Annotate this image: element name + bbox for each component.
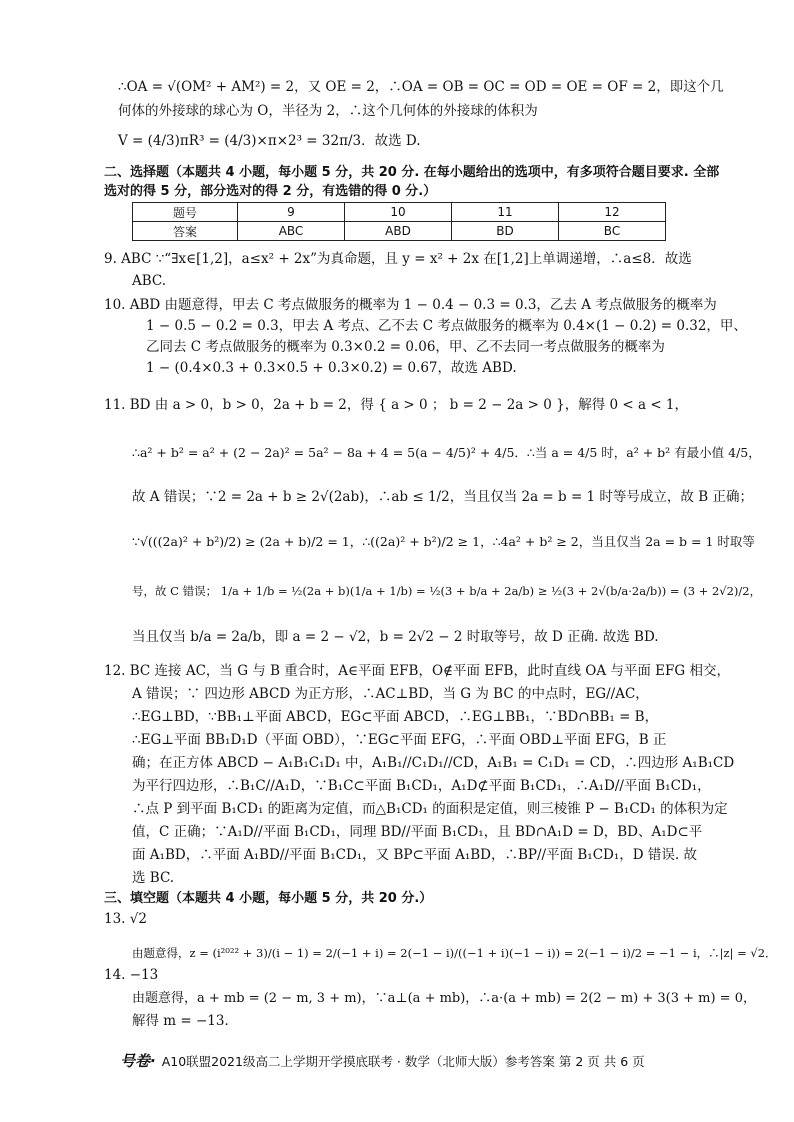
text-line: 11. BD 由 a > 0，b > 0，2a + b = 2，得 { a > 0 ； b = 2 − 2a > 0 }，解得 0 < a < 1， <box>104 397 689 413</box>
text-line: 面 A₁BD，∴平面 A₁BD//平面 B₁CD₁，又 BP⊂平面 A₁BD，∴BP//平面 B₁CD₁，D 错误. 故 <box>132 847 697 863</box>
table-cell: 题号 <box>133 203 238 222</box>
text-line: 故 A 错误；∵2 = 2a + b ≥ 2√(2ab)，∴ab ≤ 1/2，当且仅当 2a = b = 1 时等号成立，故 B 正确； <box>132 489 753 505</box>
text-line: ∴EG⊥BD，∵BB₁⊥平面 ABCD，EG⊂平面 ABCD，∴EG⊥BB₁，∵BD∩BB₁ = B， <box>132 709 659 725</box>
text-line: ∴EG⊥平面 BB₁D₁D（平面 OBD），∵EG⊂平面 EFG，∴平面 OBD⊥平面 EFG，B 正 <box>132 732 667 748</box>
text-line: 乙同去 C 考点做服务的概率为 0.3×0.2 = 0.06，甲、乙不去同一考点做服务的概率为 <box>146 339 665 355</box>
section-heading: 二、选择题（本题共 4 小题，每小题 5 分，共 20 分. 在每小题给出的选项中，有多项符合题目要求. 全部 <box>104 165 720 180</box>
text-line: 由题意得，z = (i²⁰²² + 3)/(i − 1) = 2/(−1 + i) = 2(−1 − i)/((−1 + i)(−1 − i)) = 2(−1 − i)/2 = −1 − i，∴|z| = √2． <box>132 946 777 960</box>
table-row <box>133 203 666 222</box>
text-line: 13. √2 <box>104 911 147 927</box>
publisher-logo: 号卷· <box>120 1052 156 1070</box>
text-line: 10. ABD 由题意得，甲去 C 考点做服务的概率为 1 − 0.4 − 0.3 = 0.3，乙去 A 考点做服务的概率为 <box>104 297 717 313</box>
text-line: 1 − (0.4×0.3 + 0.3×0.5 + 0.3×0.2) = 0.67，故选 ABD. <box>146 360 517 376</box>
table-cell: BC <box>559 222 666 241</box>
text-line: 由题意得，a + mb = (2 − m, 3 + m)，∵a⊥(a + mb)，∴a·(a + mb) = 2(2 − m) + 3(3 + m) = 0， <box>132 991 756 1006</box>
text-line: ∵√(((2a)² + b²)/2) ≥ (2a + b)/2 = 1，∴((2a)² + b²)/2 ≥ 1，∴4a² + b² ≥ 2，当且仅当 2a = b = 1 时取等 <box>132 534 755 549</box>
text-line: ∴a² + b² = a² + (2 − 2a)² = 5a² − 8a + 4 = 5(a − 4/5)² + 4/5．∴当 a = 4/5 时，a² + b² 有最小值 4/5， <box>132 445 761 460</box>
text-line: 当且仅当 b/a = 2a/b，即 a = 2 − √2，b = 2√2 − 2 时取等号，故 D 正确. 故选 BD. <box>132 629 659 645</box>
table-cell: 10 <box>345 203 452 222</box>
text-line: 9. ABC ∵“∃x∈[1,2]，a≤x² + 2x”为真命题，且 y = x² + 2x 在[1,2]上单调递增，∴a≤8．故选 <box>104 251 692 267</box>
page-footer <box>120 1050 645 1071</box>
footer-text: A10联盟2021级高二上学期开学摸底联考 · 数学（北师大版）参考答案 第 2 页 共 6 页 <box>161 1054 645 1069</box>
text-line: 值，C 正确；∵A₁D//平面 B₁CD₁，同理 BD//平面 B₁CD₁，且 BD∩A₁D = D，BD、A₁D⊂平 <box>132 824 703 840</box>
text-line: 解得 m = −13． <box>132 1013 238 1029</box>
text-line: ABC. <box>132 273 167 289</box>
table-cell: 9 <box>238 203 345 222</box>
table-cell: BD <box>452 222 559 241</box>
table-cell: ABC <box>238 222 345 241</box>
text-line: 为平行四边形，∴B₁C//A₁D，∵B₁C⊂平面 B₁CD₁，A₁D⊄平面 B₁CD₁，∴A₁D//平面 B₁CD₁， <box>132 778 711 794</box>
text-line: 选 BC. <box>132 870 175 886</box>
text-line: 何体的外接球的球心为 O，半径为 2，∴这个几何体的外接球的体积为 <box>118 103 538 119</box>
text-line: 14. −13 <box>104 967 159 983</box>
text-line: ∴OA = √(OM² + AM²) = 2，又 OE = 2，∴OA = OB = OC = OD = OE = OF = 2，即这个几 <box>118 79 724 95</box>
section-heading: 选对的得 5 分，部分选对的得 2 分，有选错的得 0 分.） <box>104 184 437 199</box>
section-heading: 三、填空题（本题共 4 小题，每小题 5 分，共 20 分.） <box>104 891 433 906</box>
text-line: 12. BC 连接 AC，当 G 与 B 重合时，A∈平面 EFB，O∉平面 EFB，此时直线 OA 与平面 EFG 相交， <box>104 663 730 679</box>
text-line: 号，故 C 错误； 1/a + 1/b = ½(2a + b)(1/a + 1/b) = ½(3 + b/a + 2a/b) ≥ ½(3 + 2√(b/a·2a/b)) = (3 + 2√2)/2， <box>132 584 762 598</box>
table-cell: 12 <box>559 203 666 222</box>
table-cell: 答案 <box>133 222 238 241</box>
text-line: V = (4/3)πR³ = (4/3)×π×2³ = 32π/3．故选 D. <box>118 133 421 149</box>
table-cell: ABD <box>345 222 452 241</box>
text-line: ∴点 P 到平面 B₁CD₁ 的距离为定值，而△B₁CD₁ 的面积是定值，则三棱锥 P − B₁CD₁ 的体积为定 <box>132 801 728 817</box>
text-line: 确；在正方体 ABCD − A₁B₁C₁D₁ 中，A₁B₁//C₁D₁//CD，A₁B₁ = C₁D₁ = CD，∴四边形 A₁B₁CD <box>132 755 735 771</box>
table-cell: 11 <box>452 203 559 222</box>
text-line: A 错误；∵ 四边形 ABCD 为正方形，∴AC⊥BD，当 G 为 BC 的中点时，EG//AC， <box>132 686 649 702</box>
text-line: 1 − 0.5 − 0.2 = 0.3，甲去 A 考点、乙不去 C 考点做服务的概率为 0.4×(1 − 0.2) = 0.32，甲、 <box>146 318 747 334</box>
answer-table <box>132 202 666 241</box>
table-row <box>133 222 666 241</box>
